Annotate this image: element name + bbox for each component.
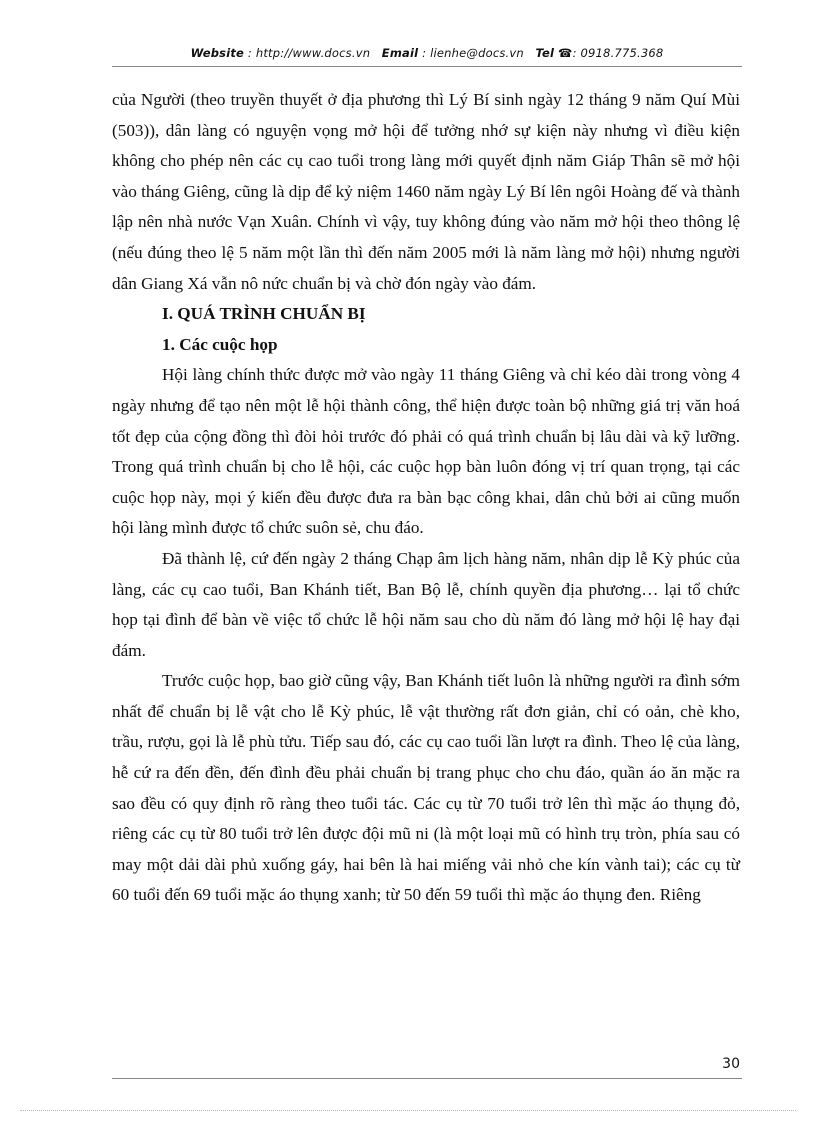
header-divider [112, 66, 742, 67]
footer-divider [112, 1078, 742, 1079]
page-edge-dots [20, 1110, 796, 1111]
email-value: : lienhe@docs.vn [422, 46, 524, 60]
section-heading: I. QUÁ TRÌNH CHUẨN BỊ [162, 304, 366, 324]
tel-value: : 0918.775.368 [572, 46, 664, 60]
document-body [112, 85, 740, 911]
page-header [112, 46, 742, 60]
website-value: : http://www.docs.vn [247, 46, 371, 60]
email-label: Email [381, 46, 419, 60]
phone-icon: ☎ [558, 46, 573, 60]
paragraph-2: Đã thành lệ, cứ đến ngày 2 tháng Chạp âm lịch hàng năm, nhân dịp lễ Kỳ phúc của làng, các cụ cao tuổi, Ban Khánh tiết, Ban Bộ lễ, chính quyền địa phương… lại tổ chức họp tại đình để bàn về việc tổ chức lễ hội năm sau cho dù năm đó làng mở hội lệ hay đại đám. [112, 548, 740, 660]
subsection-heading: 1. Các cuộc họp [162, 334, 278, 354]
paragraph-3: Trước cuộc họp, bao giờ cũng vậy, Ban Khánh tiết luôn là những người ra đình sớm nhất để chuẩn bị lễ vật cho lễ Kỳ phúc, lễ vật thường rất đơn giản, chỉ có oản, chè kho, trầu, rượu, gọi là lễ phù tửu. Tiếp sau đó, các cụ cao tuổi lần lượt ra đình. Theo lệ của làng, hễ cứ ra đến đền, đến đình đều phải chuẩn bị trang phục cho chu đáo, quần áo ăn mặc ra sao đều có quy định rõ ràng theo tuổi tác. Các cụ từ 70 tuổi trở lên thì mặc áo thụng đỏ, riêng các cụ từ 80 tuổi trở lên được đội mũ ni (là một loại mũ có hình trụ tròn, phía sau có may một dải dài phủ xuống gáy, hai bên là hai miếng vải nhỏ che kín vành tai); các cụ từ 60 tuổi đến 69 tuổi mặc áo thụng xanh; từ 50 đến 59 tuổi thì mặc áo thụng đen. Riêng [112, 671, 740, 905]
page-number: 30 [722, 1056, 740, 1072]
tel-label: Tel [535, 46, 555, 60]
paragraph-0: của Người (theo truyền thuyết ở địa phương thì Lý Bí sinh ngày 12 tháng 9 năm Quí Mùi (503)), dân làng có nguyện vọng mở hội để tưởng nhớ sự kiện này nhưng vì điều kiện không cho phép nên các cụ cao tuổi trong làng mới quyết định năm Giáp Thân sẽ mở hội vào tháng Giêng, cũng là dịp để kỷ niệm 1460 năm ngày Lý Bí lên ngôi Hoàng đế và thành lập nên nhà nước Vạn Xuân. Chính vì vậy, tuy không đúng vào năm mở hội theo thông lệ (nếu đúng theo lệ 5 năm một lần thì đến năm 2005 mới là năm làng mở hội) nhưng người dân Giang Xá vẫn nô nức chuẩn bị và chờ đón ngày vào đám. [112, 90, 740, 293]
website-label: Website [190, 46, 245, 60]
paragraph-1: Hội làng chính thức được mở vào ngày 11 tháng Giêng và chỉ kéo dài trong vòng 4 ngày nhưng để tạo nên một lễ hội thành công, thể hiện được toàn bộ những giá trị văn hoá tốt đẹp của cộng đồng thì đòi hỏi trước đó phải có quá trình chuẩn bị lâu dài và kỹ lưỡng. Trong quá trình chuẩn bị cho lễ hội, các cuộc họp bàn luôn đóng vị trí quan trọng, tại các cuộc họp này, mọi ý kiến đều được đưa ra bàn bạc công khai, dân chủ bởi ai cũng muốn hội làng mình được tổ chức suôn sẻ, chu đáo. [112, 365, 740, 538]
